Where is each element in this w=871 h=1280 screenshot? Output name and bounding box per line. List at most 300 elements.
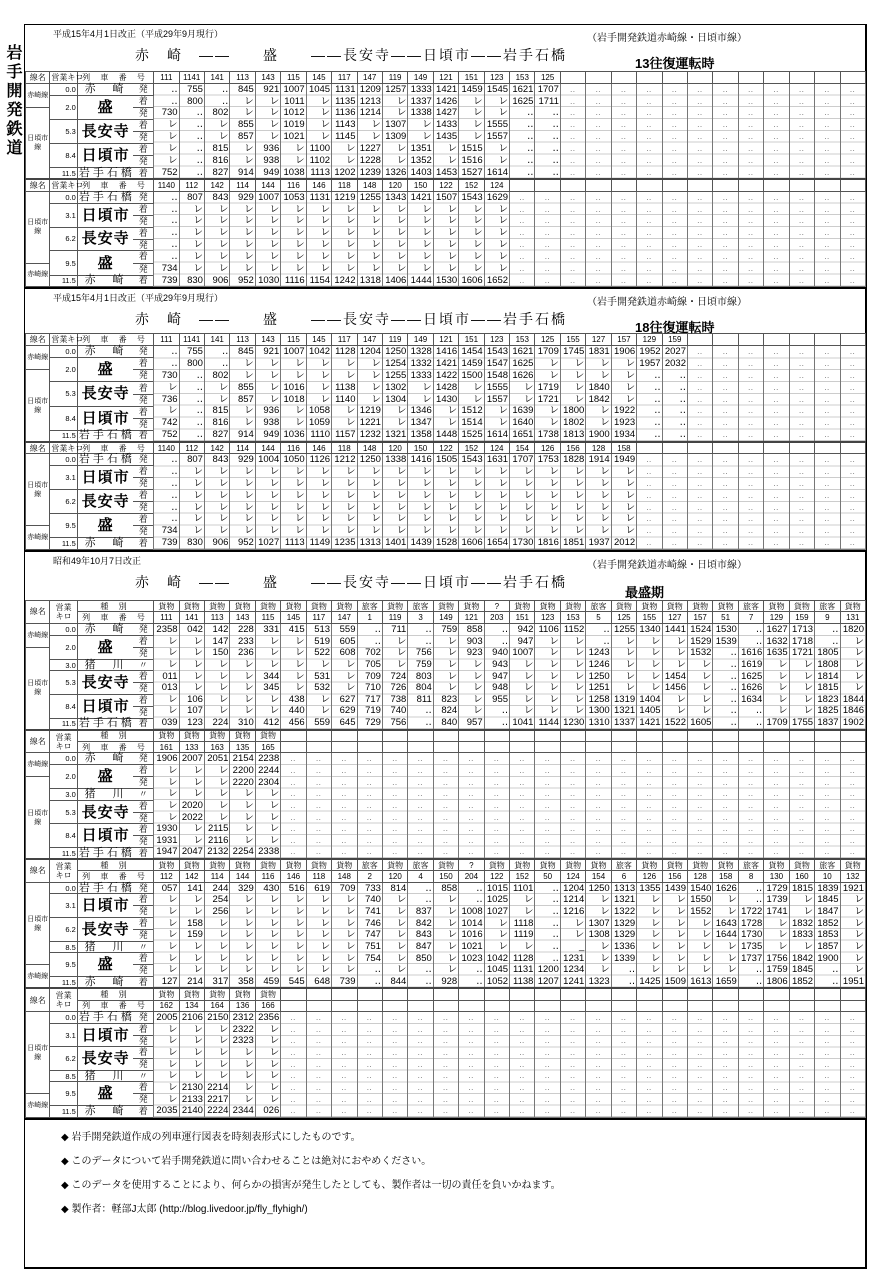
station-km: 0.0 (50, 454, 77, 466)
no-service-column: ‥ ‥ ‥ ‥ ‥ ‥ ‥ ‥ ‥ (815, 753, 840, 859)
train-number: 124 (484, 179, 509, 191)
empty-header (382, 988, 407, 1000)
station-name: 岩手石橋 (78, 1011, 135, 1023)
station-name: 日頃市 (77, 203, 133, 227)
train-number: 118 (332, 442, 357, 454)
empty-header (764, 741, 789, 753)
train-times-column: 843 レ レ レ レ レ レ 906 (204, 454, 229, 550)
train-number: 117 (332, 72, 357, 84)
train-number: 9 (815, 612, 840, 624)
train-times-column: 1543 レ レ レ レ レ レ 1606 (459, 191, 484, 287)
arr-dep-mark: 発 (133, 370, 153, 382)
train-number: 1 (357, 612, 382, 624)
empty-header (815, 730, 840, 742)
empty-header (738, 741, 763, 753)
station-km: 3.1 (50, 894, 77, 918)
no-service-column: ‥ ‥ ‥ ‥ ‥ ‥ ‥ ‥ (637, 191, 662, 287)
train-times-column: 1820 レ レ レ レ レ 1844 1846 1902 (840, 624, 865, 730)
arr-dep-mark: 発 (133, 683, 153, 695)
train-number: 111 (154, 334, 179, 346)
no-service-column: ‥ ‥ ‥ ‥ ‥ ‥ ‥ ‥ (662, 454, 687, 550)
arr-dep-mark: 着 (133, 537, 153, 549)
empty-header (484, 988, 509, 1000)
train-times-column: 929 レ レ レ レ レ レ 952 (230, 454, 255, 550)
station-km: 3.1 (50, 203, 77, 227)
empty-header (840, 988, 865, 1000)
no-service-column: ‥ ‥ ‥ ‥ ‥ ‥ ‥ ‥ ‥ (713, 1012, 738, 1118)
arr-dep-mark: 発 (133, 1012, 153, 1024)
train-times-column: ‥ ‥ 702 705 709 710 717 719 729 (357, 624, 382, 730)
arr-dep-mark: 着 (133, 1023, 153, 1035)
train-times-column: ‥ ‥ 1008 1014 1016 1021 1023 ‥ ‥ (459, 882, 484, 988)
train-times-column: 858 903 923 レ レ レ レ レ 957 (459, 624, 484, 730)
train-times-column: 1709 レ レ 1719 1721 レ レ 1738 (535, 346, 560, 442)
train-number: 124 (560, 871, 585, 883)
empty-header (637, 988, 662, 1000)
train-number: 163 (204, 741, 229, 753)
train-times-column: ‥ ‥ ‥ ‥ ‥ ‥ ‥ 1200 1207 (535, 882, 560, 988)
empty-header (459, 988, 484, 1000)
train-type: 貨物 (179, 988, 204, 1000)
empty-header (510, 1000, 535, 1012)
station-name: 盛 (77, 251, 133, 275)
train-type: 貨物 (586, 859, 611, 871)
station-km: 3.1 (50, 466, 77, 490)
train-times-column: 2106 レ レ レ レ レ 2130 2133 2140 (179, 1012, 204, 1118)
train-number: 114 (230, 179, 255, 191)
train-times-column: 843 レ レ レ レ レ レ 906 (204, 191, 229, 287)
no-service-column: ‥ ‥ ‥ ‥ ‥ ‥ ‥ ‥ (687, 454, 712, 550)
station-km: 5.3 (50, 671, 77, 695)
station-name: 長安寺 (77, 671, 133, 695)
empty-header (815, 72, 840, 84)
no-service-column: ‥ ‥ ‥ ‥ ‥ ‥ ‥ ‥ (840, 191, 865, 287)
note-line: ◆ このデータを使用することにより、何らかの損害が発生したとしても、製作者は一切の責任を負いかねます。 (61, 1179, 561, 1191)
train-number: 153 (560, 612, 585, 624)
empty-header (789, 730, 814, 742)
train-number: 143 (255, 334, 280, 346)
train-times-column: 1543 1547 1548 1555 1557 レ レ 1614 (484, 346, 509, 442)
empty-header (738, 179, 763, 191)
train-times-column: 1707 1711 ‥ ‥ ‥ ‥ ‥ ‥ (535, 83, 560, 179)
train-number: 156 (662, 871, 687, 883)
timetable (25, 333, 866, 549)
train-number: 147 (332, 612, 357, 624)
arr-dep-mark: 着 (133, 1082, 153, 1094)
train-type: 貨物 (204, 600, 229, 612)
timetable-section (25, 552, 865, 1120)
train-times-column: 1255 レ レ レ レ レ レ 1318 (357, 191, 382, 287)
train-times-column: 1106 レ レ レ レ レ レ レ 1144 (535, 624, 560, 730)
line-subtitle: （岩手開発鉄道赤崎線・日頃市線） (587, 297, 747, 309)
station-name: 赤 崎 (77, 346, 133, 358)
train-times-column: 1126 レ レ レ レ レ レ 1149 (306, 454, 331, 550)
empty-header (306, 741, 331, 753)
train-times-column: 1328 1332 1333 レ レ 1346 1347 1358 (408, 346, 433, 442)
no-service-column: ‥ ‥ ‥ ‥ ‥ ‥ ‥ ‥ (764, 191, 789, 287)
arr-dep-mark: 着 (133, 168, 153, 180)
train-type: 旅客 (357, 600, 382, 612)
station-name: 岩手石橋 (78, 190, 135, 203)
empty-header (611, 179, 636, 191)
station-name: 岩手石橋 (78, 717, 135, 730)
train-number: 126 (637, 871, 662, 883)
train-times-column: 2358 レ レ レ 011 013 レ レ 039 (154, 624, 179, 730)
no-service-column: ‥ ‥ ‥ ‥ ‥ ‥ ‥ ‥ ‥ (586, 753, 611, 859)
train-number: 152 (459, 442, 484, 454)
train-number: 149 (408, 334, 433, 346)
train-times-column: 1906 レ レ レ レ レ 1930 1931 1947 (154, 753, 179, 859)
train-number: 1140 (154, 442, 179, 454)
empty-header (560, 741, 585, 753)
train-times-column: 042 レ レ レ レ レ 106 107 123 (179, 624, 204, 730)
route-title: 赤 崎 —— 盛 ——長安寺——日頃市——岩手石橋 (135, 573, 567, 590)
empty-header (687, 179, 712, 191)
train-number: 142 (204, 179, 229, 191)
train-times-column: ‥ ‥ 1722 1728 1730 1735 1737 ‥ ‥ (738, 882, 763, 988)
train-times-column: 733 740 741 746 747 751 754 ‥ ‥ (357, 882, 382, 988)
station-name: 猪 川 (77, 659, 133, 671)
train-number: 119 (382, 334, 407, 346)
no-service-column: ‥ ‥ ‥ ‥ ‥ ‥ ‥ ‥ (713, 346, 738, 442)
train-times-column: 1007 レ レ 1016 1018 レ レ 1036 (281, 346, 306, 442)
service-heading: 18往復運転時 (635, 320, 715, 336)
train-number: 115 (255, 612, 280, 624)
header-row (26, 179, 866, 191)
train-number: 120 (382, 179, 407, 191)
empty-header (560, 72, 585, 84)
train-times-column: 1007 レ レ レ レ レ レ 1030 (255, 191, 280, 287)
empty-header (662, 442, 687, 454)
empty-header (586, 72, 611, 84)
station-name: 盛 (77, 358, 133, 382)
train-number: 164 (204, 1000, 229, 1012)
arr-dep-mark: 着 (133, 918, 153, 930)
no-service-column: ‥ ‥ ‥ ‥ ‥ ‥ ‥ ‥ (560, 83, 585, 179)
timetable-section (25, 289, 865, 551)
train-number: 1140 (154, 179, 179, 191)
station-km: 8.5 (50, 1070, 77, 1082)
km-header-b: キロ (55, 611, 72, 621)
route-title: 赤 崎 —— 盛 ——長安寺——日頃市——岩手石橋 (135, 311, 567, 328)
train-number: 51 (713, 612, 738, 624)
header-row (26, 442, 866, 454)
empty-header (687, 741, 712, 753)
header-label: 列 車 番 号 (77, 179, 153, 191)
train-number: 122 (484, 871, 509, 883)
empty-header (382, 1000, 407, 1012)
train-times-column: 1921 レ レ レ レ レ レ レ 1951 (840, 882, 865, 988)
station-km: 6.2 (50, 489, 77, 513)
train-times-column: 430 レ レ レ レ レ レ レ 459 (255, 882, 280, 988)
train-type: 貨物 (230, 859, 255, 871)
empty-header (662, 730, 687, 742)
revision-date: 平成15年4月1日改正（平成29年9月現行） (53, 293, 224, 304)
empty-header (764, 988, 789, 1000)
header-row (26, 730, 866, 742)
train-times-column: ‥ ‥ 730 レ 736 レ 742 752 (154, 346, 179, 442)
station-km: 3.1 (50, 1023, 77, 1047)
train-times-column: 1914 レ レ レ レ レ レ 1937 (586, 454, 611, 550)
train-times-column: 1540 1550 1552 レ レ レ レ レ 1613 (687, 882, 712, 988)
train-number: 122 (433, 179, 458, 191)
no-service-column: ‥ ‥ ‥ ‥ ‥ ‥ ‥ ‥ (713, 191, 738, 287)
arr-dep-mark: 着 (133, 718, 153, 730)
km-header: 営業キロ (51, 181, 84, 191)
arr-dep-mark: 着 (133, 251, 153, 263)
empty-header (713, 442, 738, 454)
train-times-column: 1250 レ レ 1307 1308 レ レ レ 1323 (586, 882, 611, 988)
train-number: 166 (255, 1000, 280, 1012)
station-name: 日頃市 (77, 694, 133, 718)
arr-dep-mark: 着 (133, 847, 153, 859)
arr-dep-mark: 着 (133, 953, 153, 965)
arr-dep-mark: 発 (133, 836, 153, 848)
arr-dep-mark: 発 (133, 906, 153, 918)
timetable-row (26, 1012, 866, 1024)
no-service-column: ‥ ‥ ‥ ‥ ‥ ‥ ‥ ‥ (789, 191, 814, 287)
train-number: 158 (611, 442, 636, 454)
section-header (25, 289, 865, 336)
train-number: 151 (459, 334, 484, 346)
train-number: 155 (637, 612, 662, 624)
line-name: 赤崎線 (26, 83, 50, 107)
train-type: 旅客 (408, 600, 433, 612)
train-times-column: 2150 レ レ レ レ レ 2214 2217 2224 (204, 1012, 229, 1118)
empty-header (789, 442, 814, 454)
header-row (26, 72, 866, 84)
train-times-column: 942 947 1007 レ レ レ レ レ 1041 (510, 624, 535, 730)
no-service-column: ‥ ‥ ‥ ‥ ‥ ‥ ‥ ‥ (611, 191, 636, 287)
train-times-column: 559 605 608 レ レ レ 627 629 645 (332, 624, 357, 730)
station-name: 猪 川 (77, 941, 133, 953)
train-number: 136 (230, 1000, 255, 1012)
header-label: 列 車 番 号 (77, 72, 153, 84)
train-number: 154 (586, 871, 611, 883)
empty-header (840, 72, 865, 84)
empty-header (281, 730, 306, 742)
station-name: 長安寺 (77, 1047, 133, 1071)
empty-header (281, 741, 306, 753)
train-type: 貨物 (687, 600, 712, 612)
train-number: 143 (255, 72, 280, 84)
station-name: 日頃市 (77, 894, 133, 918)
arr-dep-mark: 〃 (133, 659, 153, 671)
station-km: 11.5 (50, 977, 77, 989)
arr-dep-mark: 着 (133, 430, 153, 442)
no-service-column: ‥ ‥ ‥ ‥ ‥ ‥ ‥ ‥ ‥ (840, 753, 865, 859)
train-times-column: 516 レ レ レ レ レ レ レ 545 (281, 882, 306, 988)
no-service-column: ‥ ‥ ‥ ‥ ‥ ‥ ‥ ‥ ‥ (611, 1012, 636, 1118)
station-km: 0.0 (50, 1012, 77, 1024)
station-km: 0.0 (50, 753, 77, 765)
train-number: 123 (535, 612, 560, 624)
station-km: 11.5 (50, 430, 77, 442)
station-name: 盛 (77, 635, 133, 659)
route-title: 赤 崎 —— 盛 ——長安寺——日頃市——岩手石橋 (135, 47, 567, 63)
empty-header (789, 334, 814, 346)
train-times-column: 1131 レ レ レ レ レ レ 1154 (306, 191, 331, 287)
empty-header (611, 730, 636, 742)
empty-header (764, 179, 789, 191)
train-type: 貨物 (637, 600, 662, 612)
no-service-column: ‥ ‥ ‥ ‥ ‥ ‥ ‥ ‥ (662, 83, 687, 179)
empty-header (306, 1000, 331, 1012)
train-number: 111 (154, 612, 179, 624)
train-number: 155 (560, 334, 585, 346)
empty-header (662, 72, 687, 84)
empty-header (611, 988, 636, 1000)
train-number: 115 (281, 334, 306, 346)
train-type: 貨物 (204, 988, 229, 1000)
no-service-column: ‥ ‥ ‥ ‥ ‥ ‥ ‥ ‥ (738, 83, 763, 179)
arr-dep-mark: 発 (133, 882, 153, 894)
arr-dep-mark: 発 (133, 1035, 153, 1047)
line-name-header: 線名 (26, 179, 50, 191)
empty-header (433, 988, 458, 1000)
line-name-header: 線名 (26, 442, 50, 454)
train-type: 貨物 (433, 859, 458, 871)
line-name-header: 線名 (26, 988, 50, 1011)
km-header: 営業キロ (51, 72, 84, 82)
train-times-column: 1416 レ レ レ レ レ レ 1439 (408, 454, 433, 550)
train-number: 144 (255, 442, 280, 454)
train-number: 50 (535, 871, 560, 883)
service-heading: 最盛期 (625, 584, 665, 600)
train-type: 貨物 (484, 859, 509, 871)
station-km: 3.0 (50, 789, 77, 801)
train-type: ? (484, 600, 509, 612)
arr-dep-mark: 着 (133, 95, 153, 107)
train-times-column: 1713 1718 1721 レ レ レ レ レ 1755 (789, 624, 814, 730)
train-type: 旅客 (611, 859, 636, 871)
empty-header (459, 741, 484, 753)
train-number: 165 (255, 741, 280, 753)
no-service-column: ‥ ‥ ‥ ‥ ‥ ‥ ‥ ‥ ‥ (535, 753, 560, 859)
empty-header (306, 988, 331, 1000)
arr-dep-mark: 発 (133, 418, 153, 430)
train-type: 旅客 (815, 859, 840, 871)
no-service-column: ‥ ‥ ‥ ‥ ‥ ‥ ‥ ‥ ‥ (281, 1012, 306, 1118)
train-times-column: 1629 レ レ レ レ レ レ 1652 (484, 191, 509, 287)
train-number: 149 (408, 72, 433, 84)
train-times-column: 1421 レ レ レ レ レ レ 1444 (408, 191, 433, 287)
train-times-column: 057 レ レ レ レ レ レ レ 127 (154, 882, 179, 988)
arr-dep-mark: 発 (133, 753, 153, 765)
train-number-row (26, 871, 866, 883)
no-service-column: ‥ ‥ ‥ ‥ ‥ ‥ ‥ ‥ ‥ (459, 753, 484, 859)
train-times-column: 1053 レ レ レ レ レ レ 1116 (281, 191, 306, 287)
empty-header (662, 988, 687, 1000)
train-type: 貨物 (459, 600, 484, 612)
arr-dep-mark: 発 (133, 83, 153, 95)
train-number: 151 (459, 72, 484, 84)
train-times-column: 845 レ レ 855 857 レ レ 914 (230, 83, 255, 179)
train-number: 159 (662, 334, 687, 346)
train-number: 131 (840, 612, 865, 624)
train-times-column: 1050 レ レ レ レ レ レ 1113 (281, 454, 306, 550)
train-type: 旅客 (738, 859, 763, 871)
train-times-column: 1250 1254 1255 1302 1304 レ レ 1321 (382, 346, 407, 442)
arr-dep-mark: 発 (133, 812, 153, 824)
line-name: 赤崎線 (26, 1094, 50, 1118)
no-service-column: ‥ ‥ ‥ ‥ ‥ ‥ ‥ ‥ ‥ (433, 1012, 458, 1118)
km-header-b: キロ (55, 1000, 72, 1010)
train-times-column: 755 800 ‥ ‥ ‥ ‥ ‥ ‥ (179, 346, 204, 442)
empty-header (332, 988, 357, 1000)
no-service-column: ‥ ‥ ‥ ‥ ‥ ‥ ‥ ‥ (815, 83, 840, 179)
no-service-column: ‥ ‥ ‥ ‥ ‥ ‥ ‥ ‥ ‥ (789, 1012, 814, 1118)
train-times-column: 1831 レ レ 1840 1842 レ レ 1900 (586, 346, 611, 442)
header-label: 列 車 番 号 (77, 334, 153, 346)
station-km: 11.5 (50, 1106, 77, 1118)
train-number: 129 (764, 612, 789, 624)
empty-header (433, 730, 458, 742)
arr-dep-mark: 〃 (133, 941, 153, 953)
no-service-column: ‥ ‥ ‥ ‥ ‥ ‥ ‥ ‥ ‥ (611, 753, 636, 859)
station-km: 0.0 (50, 346, 77, 358)
train-number: 156 (560, 442, 585, 454)
station-name: 日頃市 (77, 824, 133, 848)
train-type: 貨物 (510, 859, 535, 871)
arr-dep-mark: 着 (133, 513, 153, 525)
train-times-column: 1949 レ レ レ レ レ レ 2012 (611, 454, 636, 550)
station-name: 日頃市 (77, 466, 133, 490)
no-service-column: ‥ ‥ ‥ ‥ ‥ ‥ ‥ ‥ ‥ (332, 753, 357, 859)
no-service-column: ‥ ‥ ‥ ‥ ‥ ‥ ‥ ‥ ‥ (637, 753, 662, 859)
no-service-column: ‥ ‥ ‥ ‥ ‥ ‥ ‥ ‥ (662, 191, 687, 287)
header-row (26, 334, 866, 346)
empty-header (510, 988, 535, 1000)
arr-dep-mark: 発 (133, 346, 153, 358)
no-service-column: ‥ ‥ ‥ ‥ ‥ ‥ ‥ ‥ ‥ (408, 753, 433, 859)
train-type: 貨物 (154, 600, 179, 612)
no-service-column: ‥ ‥ ‥ ‥ ‥ ‥ ‥ ‥ ‥ (662, 1012, 687, 1118)
no-service-column: ‥ ‥ ‥ ‥ ‥ ‥ ‥ ‥ ‥ (484, 753, 509, 859)
train-times-column: ‥ ‥ 940 943 947 948 955 ‥ ‥ (484, 624, 509, 730)
train-times-column: 2312 2322 2323 レ レ レ レ レ 2344 (230, 1012, 255, 1118)
timetable-row (26, 624, 866, 636)
train-number: 123 (484, 72, 509, 84)
train-number: 135 (230, 741, 255, 753)
arr-dep-mark: 着 (133, 824, 153, 836)
train-type: 貨物 (687, 859, 712, 871)
train-times-column: ‥ ‥ 837 842 843 847 850 ‥ ‥ (408, 882, 433, 988)
train-number: 7 (738, 612, 763, 624)
train-type: 貨物 (255, 600, 280, 612)
empty-header (815, 334, 840, 346)
arr-dep-mark: 着 (133, 358, 153, 370)
empty-header (510, 179, 535, 191)
empty-header (713, 334, 738, 346)
station-name: 岩手石橋 (78, 429, 135, 442)
empty-header (713, 179, 738, 191)
arr-dep-mark: 発 (133, 1094, 153, 1106)
km-header-b: キロ (55, 870, 72, 880)
train-number: 147 (357, 334, 382, 346)
no-service-column: ‥ ‥ ‥ ‥ ‥ ‥ ‥ ‥ ‥ (510, 1012, 535, 1118)
train-type: 貨物 (662, 859, 687, 871)
train-number: 120 (382, 442, 407, 454)
train-times-column: 1454 1459 1500 レ レ 1512 1514 1525 (459, 346, 484, 442)
train-number: 114 (204, 871, 229, 883)
arr-dep-mark: 〃 (133, 789, 153, 801)
empty-header (281, 988, 306, 1000)
note-line: ◆ このデータについて岩手開発鉄道に問い合わせることは絶対におやめください。 (61, 1155, 432, 1167)
no-service-column: ‥ ‥ ‥ ‥ ‥ ‥ ‥ ‥ ‥ (764, 753, 789, 859)
no-service-column: ‥ ‥ ‥ ‥ ‥ ‥ ‥ ‥ ‥ (357, 1012, 382, 1118)
empty-header (662, 179, 687, 191)
